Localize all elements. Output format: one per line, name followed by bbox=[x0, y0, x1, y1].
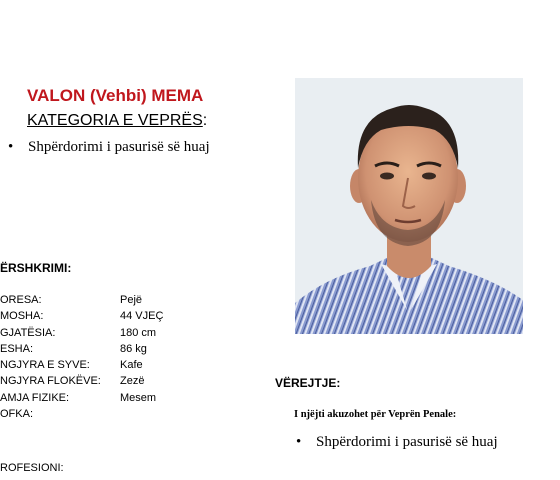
attribute-row bbox=[0, 341, 163, 357]
attribute-key: MOSHA: bbox=[0, 310, 44, 323]
attribute-row bbox=[0, 325, 163, 341]
attribute-value: 44 VJEÇ bbox=[120, 310, 164, 323]
category-list-item bbox=[8, 139, 210, 156]
profession-label: ROFESIONI: bbox=[0, 462, 64, 474]
remarks-item-text: Shpërdorimi i pasurisë së huaj bbox=[316, 434, 498, 450]
portrait-image bbox=[295, 78, 523, 334]
attribute-key: ESHA: bbox=[0, 342, 34, 355]
bullet-icon: • bbox=[296, 434, 302, 450]
attribute-key: NGJYRA FLOKËVE: bbox=[0, 375, 101, 388]
person-photo bbox=[295, 78, 523, 334]
attribute-value: Pejë bbox=[120, 294, 143, 306]
attribute-key: OFKA: bbox=[0, 408, 34, 421]
attributes-table bbox=[0, 292, 163, 422]
attribute-row bbox=[0, 406, 163, 422]
attribute-value: Zezë bbox=[120, 375, 145, 388]
person-name: VALON (Vehbi) MEMA bbox=[27, 86, 204, 105]
attribute-key: NGJYRA E SYVE: bbox=[0, 359, 90, 372]
category-heading bbox=[27, 112, 207, 130]
attribute-row bbox=[0, 390, 163, 406]
attribute-value: 86 kg bbox=[120, 342, 147, 355]
attribute-row bbox=[0, 292, 163, 308]
description-title: ËRSHKRIMI: bbox=[0, 261, 72, 275]
attribute-key: ORESA: bbox=[0, 294, 42, 306]
bullet-icon: • bbox=[8, 139, 14, 155]
attribute-value: Mesem bbox=[120, 391, 157, 404]
attribute-key: GJATËSIA: bbox=[0, 326, 56, 339]
attribute-row bbox=[0, 357, 163, 373]
attribute-row bbox=[0, 373, 163, 389]
attribute-key: AMJA FIZIKE: bbox=[0, 391, 70, 404]
attribute-value: Kafe bbox=[120, 359, 143, 372]
attribute-value: 180 cm bbox=[120, 326, 157, 339]
category-label: KATEGORIA E VEPRËS bbox=[27, 112, 203, 129]
remarks-subtitle: I njëjti akuzohet për Veprën Penale: bbox=[294, 409, 457, 420]
category-item-text: Shpërdorimi i pasurisë së huaj bbox=[28, 139, 210, 155]
remarks-title: VËREJTJE: bbox=[275, 376, 341, 390]
remarks-list-item bbox=[296, 434, 498, 451]
attribute-row bbox=[0, 308, 163, 324]
category-colon: : bbox=[202, 112, 208, 129]
